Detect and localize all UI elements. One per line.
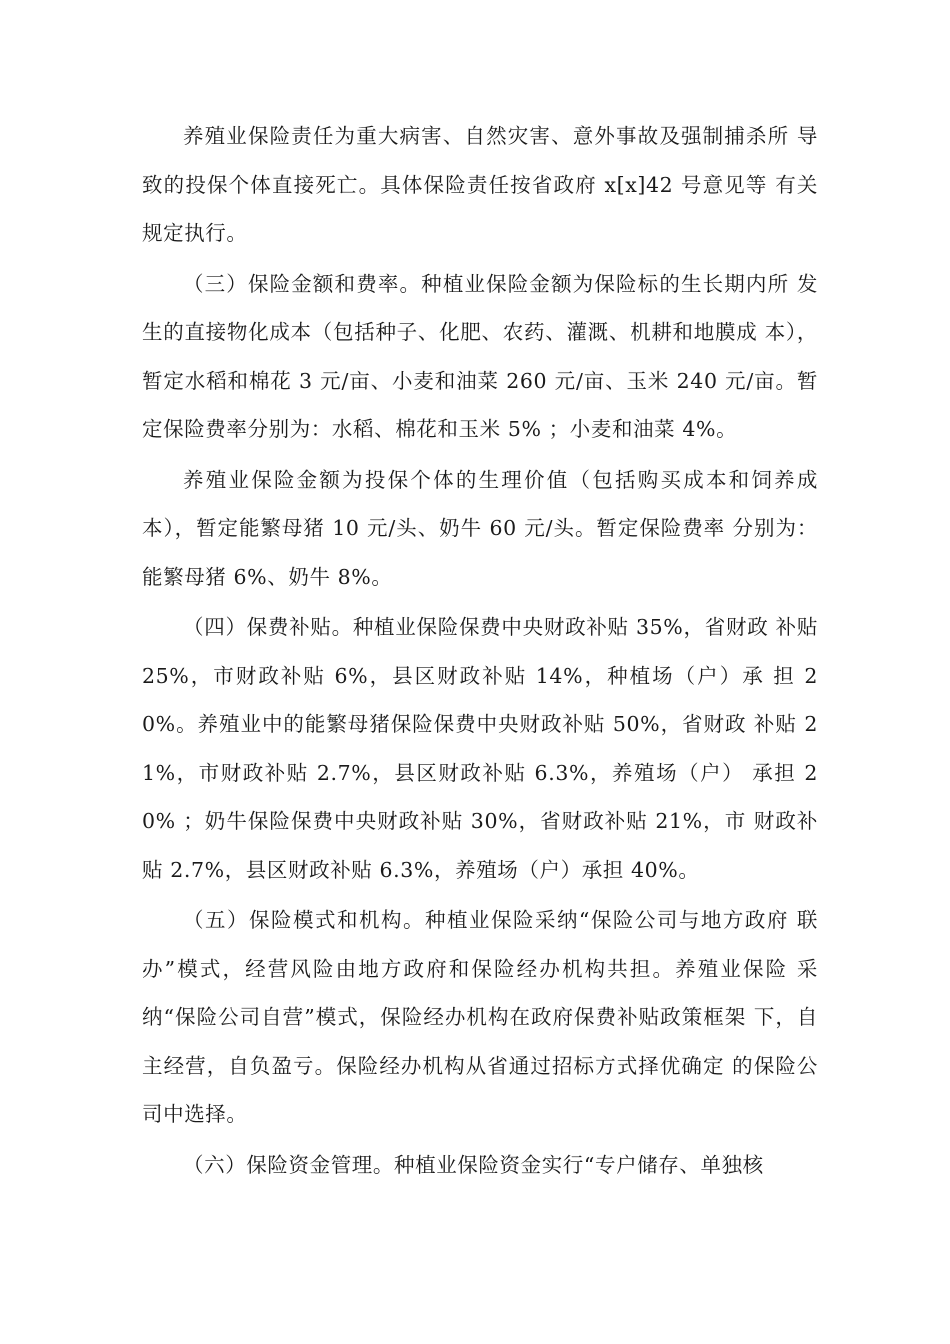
paragraph-insured-amount-and-rate: （三）保险金额和费率。种植业保险金额为保险标的生长期内所 发生的直接物化成本（包括种子、化肥、农药、灌溉、机耕和地膜成 本），暂定水稻和棉花 3 元/亩、小麦和油菜 260 元/亩、玉米 240 元/亩。暂定保险费率分别为：水稻、棉花和玉米 5% ；小麦和油菜 4%。 xyxy=(142,271,818,441)
paragraph-premium-subsidy: （四）保费补贴。种植业保险保费中央财政补贴 35%，省财政 补贴 25%，市财政补贴 6%，县区财政补贴 14%，种植场（户）承 担 20%。养殖业中的能繁母猪保险保费中央财政补贴 50%，省财政 补贴 21%，市财政补贴 2.7%，县区财政补贴 6.3%，养殖场（户） 承担 20% ；奶牛保险保费中央财政补贴 30%，省财政补贴 21%，市 财政补贴 2.7%，县区财政补贴 6.3%，养殖场（户）承担 40%。 xyxy=(142,615,818,882)
paragraph-livestock-insured-amount: 养殖业保险金额为投保个体的生理价值（包括购买成本和饲养成 本），暂定能繁母猪 10 元/头、奶牛 60 元/头。暂定保险费率 分别为：能繁母猪 6%、奶牛 8%。 xyxy=(142,467,818,589)
paragraph-insurance-fund-management: （六）保险资金管理。种植业保险资金实行“专户储存、单独核 xyxy=(183,1152,764,1177)
paragraph-insurance-mode-and-institution: （五）保险模式和机构。种植业保险采纳“保险公司与地方政府 联办”模式，经营风险由地方政府和保险经办机构共担。养殖业保险 采纳“保险公司自营”模式，保险经办机构在政府保费补贴政策框架 下，自主经营，自负盈亏。保险经办机构从省通过招标方式择优确定 的保险公司中选择。 xyxy=(142,908,818,1126)
paragraph-livestock-liability: 养殖业保险责任为重大病害、自然灾害、意外事故及强制捕杀所 导致的投保个体直接死亡。具体保险责任按省政府 x[x]42 号意见等 有关规定执行。 xyxy=(142,124,818,245)
document-body xyxy=(142,112,818,1189)
